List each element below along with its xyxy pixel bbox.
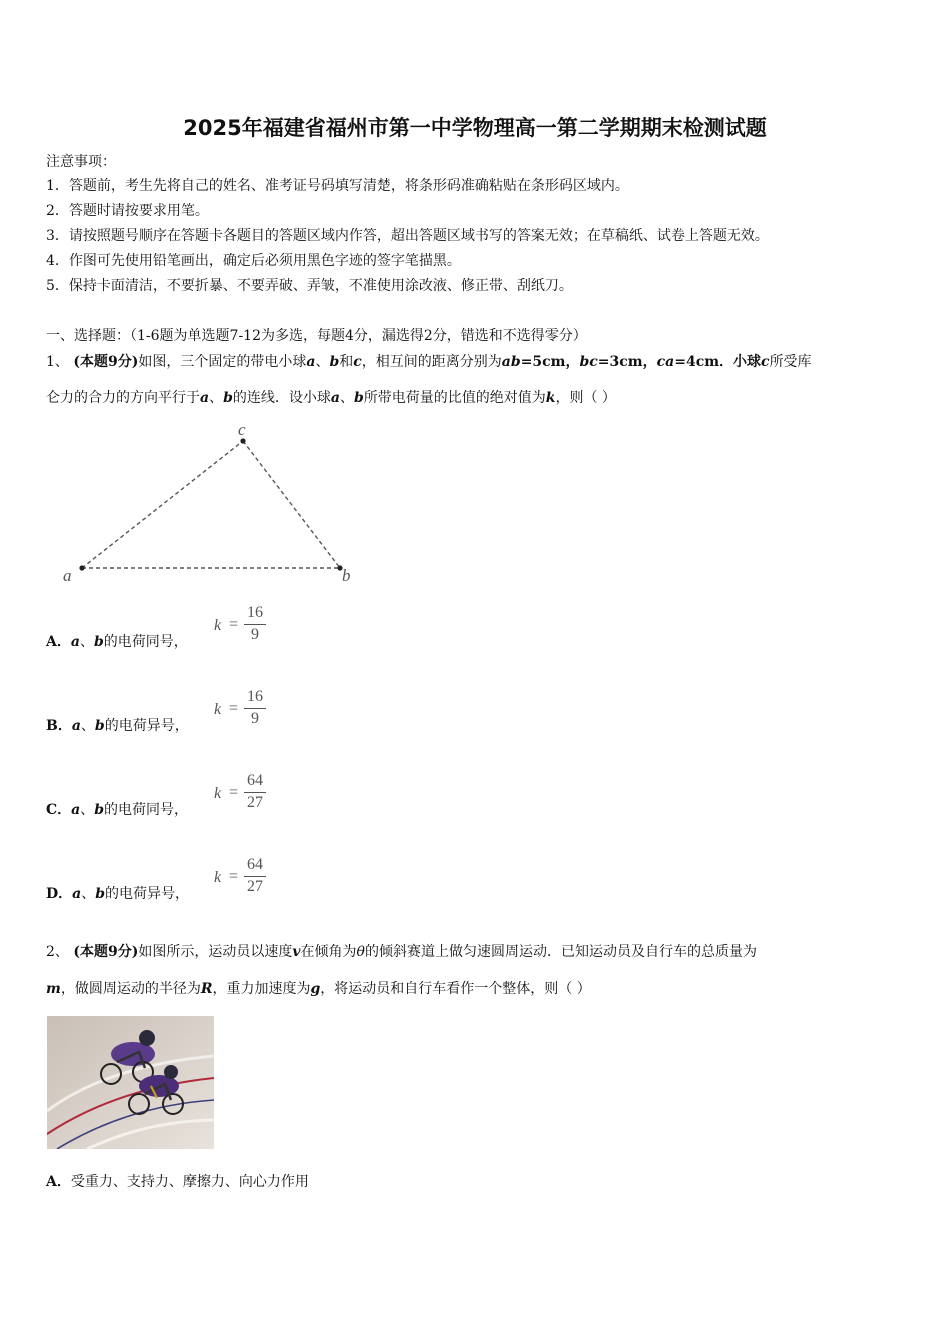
fraction-numerator: 64 bbox=[247, 856, 263, 873]
var-b: b bbox=[94, 718, 105, 734]
var-bc: bc bbox=[579, 354, 598, 370]
separator: 、 bbox=[80, 802, 95, 818]
separator: 、 bbox=[315, 354, 330, 370]
option-d[interactable] bbox=[46, 884, 189, 904]
formula-equals: = bbox=[229, 616, 239, 633]
var-a: a bbox=[72, 886, 82, 902]
fraction-bar bbox=[244, 792, 266, 793]
var-b: b bbox=[94, 802, 105, 818]
var-a: a bbox=[71, 718, 81, 734]
var-a: a bbox=[330, 390, 340, 406]
option-letter: A． bbox=[46, 634, 71, 650]
fraction-numerator: 64 bbox=[247, 772, 263, 789]
notice-item: 2．答题时请按要求用笔。 bbox=[46, 203, 209, 219]
question-2-option-a[interactable] bbox=[46, 1172, 309, 1192]
option-text: 的电荷异号， bbox=[104, 718, 189, 734]
var-a: a bbox=[71, 802, 81, 818]
fraction-denominator: 9 bbox=[251, 626, 259, 643]
notice-item: 3．请按照题号顺序在答题卡各题目的答题区域内作答，超出答题区域书写的答案无效；在草稿纸、试卷上答题无效。 bbox=[46, 228, 769, 244]
fraction-bar bbox=[244, 708, 266, 709]
question-1-line-2 bbox=[46, 388, 616, 408]
question-text: 在倾角为 bbox=[300, 944, 357, 960]
option-b[interactable] bbox=[46, 716, 189, 736]
value-ab: =5cm， bbox=[520, 354, 580, 370]
fraction-bar bbox=[244, 876, 266, 877]
formula-var-k: k bbox=[214, 785, 222, 802]
side-cb bbox=[243, 441, 340, 568]
var-a: a bbox=[70, 634, 80, 650]
option-text: 的电荷异号， bbox=[105, 886, 190, 902]
label-c: c bbox=[238, 420, 246, 439]
option-letter: B． bbox=[46, 718, 72, 734]
var-g: g bbox=[310, 981, 321, 997]
question-number: 1、 bbox=[46, 354, 69, 370]
option-letter: D． bbox=[46, 886, 73, 902]
section-heading: 一、选择题：（1-6题为单选题7-12为多选，每题4分，漏选得2分，错选和不选得零分） bbox=[46, 328, 587, 344]
question-text: 仑力的合力的方向平行于 bbox=[46, 390, 200, 406]
notice-heading: 注意事项： bbox=[46, 154, 116, 170]
option-text: 受重力、支持力、摩擦力、向心力作用 bbox=[70, 1174, 309, 1190]
option-letter: C． bbox=[46, 802, 72, 818]
question-text: ，将运动员和自行车看作一个整体，则（ ） bbox=[320, 981, 591, 997]
notice-item: 1．答题前，考生先将自己的姓名、准考证号码填写清楚，将条形码准确粘贴在条形码区域内。 bbox=[46, 178, 629, 194]
option-text: 的电荷同号， bbox=[104, 802, 189, 818]
separator: 、 bbox=[339, 390, 354, 406]
question-text: 所受库 bbox=[769, 354, 812, 370]
var-a: a bbox=[200, 390, 210, 406]
fraction-numerator: 16 bbox=[247, 604, 263, 621]
question-text: ，相互间的距离分别为 bbox=[361, 354, 502, 370]
value-bc: =3cm， bbox=[597, 354, 657, 370]
fraction-denominator: 27 bbox=[247, 794, 263, 811]
option-text: 的电荷同号， bbox=[103, 634, 188, 650]
separator: 、 bbox=[80, 718, 95, 734]
var-c: c bbox=[353, 354, 362, 370]
var-m: m bbox=[46, 981, 61, 997]
label-a: a bbox=[63, 566, 72, 585]
question-score: (本题9分) bbox=[73, 354, 139, 370]
point-c bbox=[240, 438, 245, 443]
formula-var-k: k bbox=[214, 617, 222, 634]
var-b: b bbox=[223, 390, 233, 406]
question-text: 如图所示，运动员以速度 bbox=[138, 944, 293, 960]
fraction-denominator: 27 bbox=[247, 878, 263, 895]
question-1-line-1 bbox=[46, 352, 812, 372]
cycling-track-photo bbox=[47, 1016, 214, 1149]
value-ca: =4cm．小球 bbox=[674, 354, 762, 370]
formula-equals: = bbox=[229, 784, 239, 801]
var-v: v bbox=[292, 944, 301, 960]
var-k: k bbox=[545, 390, 556, 406]
fraction-denominator: 9 bbox=[251, 710, 259, 727]
separator: 、 bbox=[79, 634, 94, 650]
triangle-figure bbox=[55, 418, 365, 588]
formula-var-k: k bbox=[214, 869, 222, 886]
var-a: a bbox=[306, 354, 316, 370]
option-c[interactable] bbox=[46, 800, 188, 820]
formula-equals: = bbox=[229, 700, 239, 717]
page-title: 2025年福建省福州市第一中学物理高一第二学期期末检测试题 bbox=[183, 116, 767, 140]
fraction-numerator: 16 bbox=[247, 688, 263, 705]
var-b: b bbox=[93, 634, 104, 650]
question-text: 如图，三个固定的带电小球 bbox=[138, 354, 307, 370]
fraction-bar bbox=[244, 624, 266, 625]
var-ab: ab bbox=[501, 354, 521, 370]
question-text: ，重力加速度为 bbox=[212, 981, 311, 997]
var-b: b bbox=[353, 390, 364, 406]
var-ca: ca bbox=[656, 354, 675, 370]
cyclists-illustration bbox=[47, 1016, 214, 1149]
side-ac bbox=[82, 441, 243, 568]
point-a bbox=[79, 565, 84, 570]
option-letter: A． bbox=[46, 1174, 71, 1190]
question-2-line-1 bbox=[46, 942, 757, 962]
label-b: b bbox=[342, 566, 351, 585]
option-a[interactable] bbox=[46, 632, 188, 652]
question-text: 的倾斜赛道上做匀速圆周运动．已知运动员及自行车的总质量为 bbox=[364, 944, 757, 960]
question-text: ，则（ ） bbox=[555, 390, 616, 406]
var-b: b bbox=[329, 354, 340, 370]
var-b: b bbox=[95, 886, 106, 902]
question-text: ，做圆周运动的半径为 bbox=[60, 981, 201, 997]
separator: 、 bbox=[81, 886, 96, 902]
notice-item: 4．作图可先使用铅笔画出，确定后必须用黑色字迹的签字笔描黑。 bbox=[46, 253, 461, 269]
var-theta: θ bbox=[356, 944, 365, 960]
notice-item: 5．保持卡面清洁，不要折暴、不要弄破、弄皱，不准使用涂改液、修正带、刮纸刀。 bbox=[46, 278, 573, 294]
var-r: R bbox=[200, 981, 213, 997]
question-number: 2、 bbox=[46, 944, 69, 960]
formula-equals: = bbox=[229, 868, 239, 885]
var-c: c bbox=[761, 354, 770, 370]
question-score: (本题9分) bbox=[73, 944, 139, 960]
formula-var-k: k bbox=[214, 701, 222, 718]
question-text: 的连线．设小球 bbox=[232, 390, 331, 406]
question-text: 所带电荷量的比值的绝对值为 bbox=[363, 390, 546, 406]
conjunction: 和 bbox=[339, 354, 354, 370]
question-2-line-2 bbox=[46, 979, 591, 999]
separator: 、 bbox=[209, 390, 224, 406]
